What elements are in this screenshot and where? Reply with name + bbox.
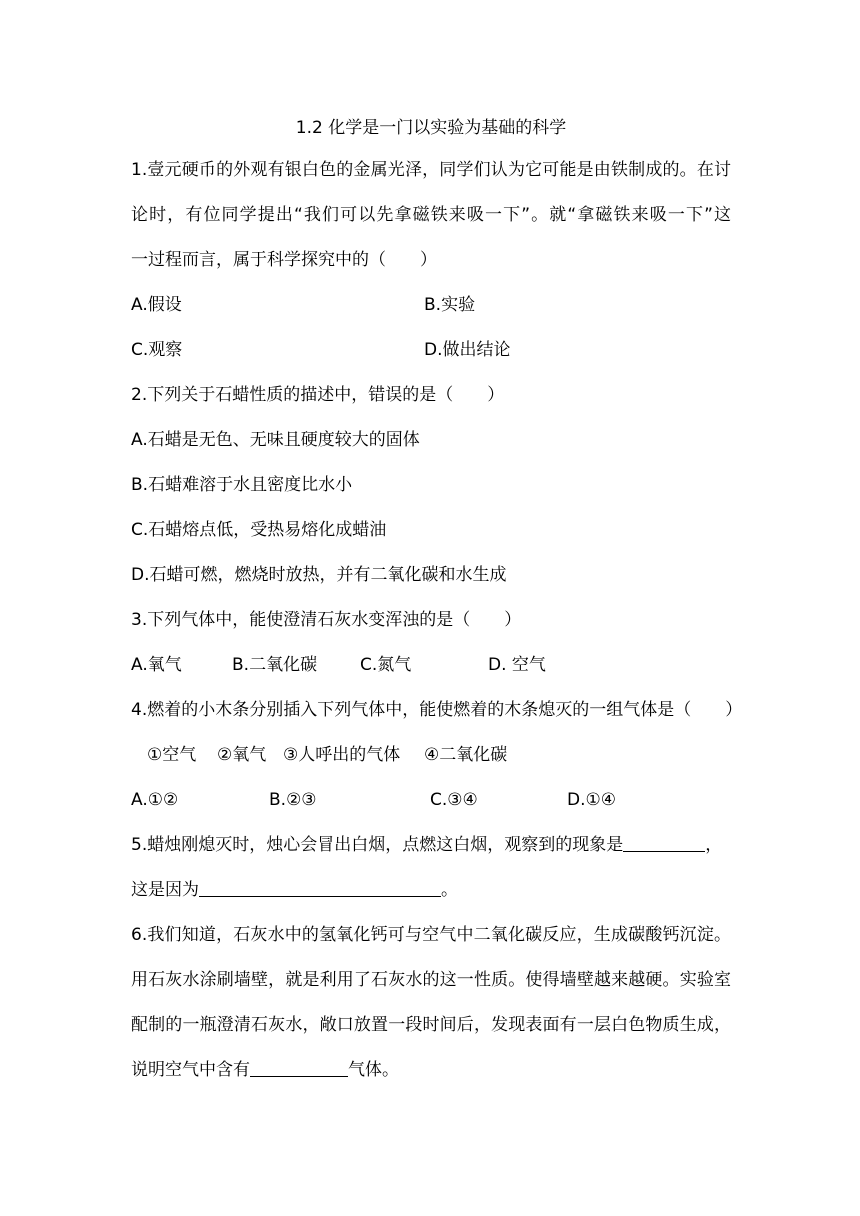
question-1-option-a: A.假设 — [131, 295, 182, 315]
question-4 — [131, 688, 743, 823]
question-4-item-4: ④二氧化碳 — [424, 745, 508, 765]
question-3-option-b: B.二氧化碳 — [232, 655, 318, 675]
question-4-item-2: ②氧气 — [217, 745, 267, 765]
question-5-punct-1: ， — [705, 835, 723, 855]
question-1-option-d: D.做出结论 — [424, 340, 511, 360]
question-3-options — [131, 643, 731, 688]
question-6-line-1: 6.我们知道，石灰水中的氢氧化钙可与空气中二氧化碳反应，生成碳酸钙沉淀。 — [131, 925, 731, 945]
question-3-option-a: A.氧气 — [131, 655, 182, 675]
question-4-item-1: ①空气 — [147, 745, 197, 765]
question-6-text-4: 说明空气中含有 — [131, 1060, 250, 1080]
answer-blank-1[interactable] — [623, 831, 705, 852]
question-6 — [131, 913, 731, 1093]
question-3-stem: 3.下列气体中，能使澄清石灰水变浑浊的是（ ） — [131, 610, 522, 630]
question-4-option-d: D.①④ — [567, 790, 616, 810]
question-2 — [131, 373, 731, 598]
question-4-item-3: ③人呼出的气体 — [283, 745, 401, 765]
question-6-punct-4: 气体。 — [348, 1060, 399, 1080]
question-1-line-1: 1.壹元硬币的外观有银白色的金属光泽，同学们认为它可能是由铁制成的。在讨 — [131, 160, 731, 180]
page-title: 1.2 化学是一门以实验为基础的科学 — [295, 118, 567, 138]
question-3-option-d: D. 空气 — [488, 655, 546, 675]
question-5 — [131, 823, 731, 913]
question-2-option-c: C.石蜡熔点低，受热易熔化成蜡油 — [131, 520, 387, 540]
question-4-option-a: A.①② — [131, 790, 179, 810]
question-5-text-1: 5.蜡烛刚熄灭时，烛心会冒出白烟，点燃这白烟，观察到的现象是 — [131, 835, 624, 855]
document-page — [131, 116, 743, 1093]
question-1-line-2: 论时，有位同学提出“我们可以先拿磁铁来吸一下”。就“拿磁铁来吸一下”这 — [131, 205, 731, 225]
answer-blank-2[interactable] — [199, 876, 441, 897]
question-3-option-c: C.氮气 — [360, 655, 412, 675]
question-3 — [131, 598, 731, 688]
question-5-punct-2: 。 — [441, 880, 458, 900]
question-4-items — [131, 733, 731, 778]
answer-blank-3[interactable] — [250, 1056, 348, 1077]
question-1-options-row-1 — [131, 283, 731, 328]
question-4-option-c: C.③④ — [430, 790, 478, 810]
question-5-line-2 — [131, 868, 731, 913]
question-2-option-a: A.石蜡是无色、无味且硬度较大的固体 — [131, 430, 420, 450]
question-1-option-c: C.观察 — [131, 340, 183, 360]
question-4-options — [131, 778, 731, 823]
question-1-option-b: B.实验 — [424, 295, 476, 315]
question-4-stem: 4.燃着的小木条分别插入下列气体中，能使燃着的木条熄灭的一组气体是（ ） — [131, 700, 743, 720]
question-1 — [131, 148, 731, 373]
question-2-option-d: D.石蜡可燃，燃烧时放热，并有二氧化碳和水生成 — [131, 565, 507, 585]
question-5-text-2: 这是因为 — [131, 880, 199, 900]
question-2-stem: 2.下列关于石蜡性质的描述中，错误的是（ ） — [131, 385, 505, 405]
question-6-line-4 — [131, 1048, 731, 1093]
question-6-line-2: 用石灰水涂刷墙壁，就是利用了石灰水的这一性质。使得墙壁越来越硬。实验室 — [131, 970, 731, 990]
question-1-options-row-2 — [131, 328, 731, 373]
question-4-option-b: B.②③ — [269, 790, 317, 810]
question-6-line-3: 配制的一瓶澄清石灰水，敞口放置一段时间后，发现表面有一层白色物质生成， — [131, 1015, 731, 1035]
question-5-line-1 — [131, 823, 731, 868]
question-1-line-3: 一过程而言，属于科学探究中的（ ） — [131, 250, 437, 270]
question-2-option-b: B.石蜡难溶于水且密度比水小 — [131, 475, 353, 495]
